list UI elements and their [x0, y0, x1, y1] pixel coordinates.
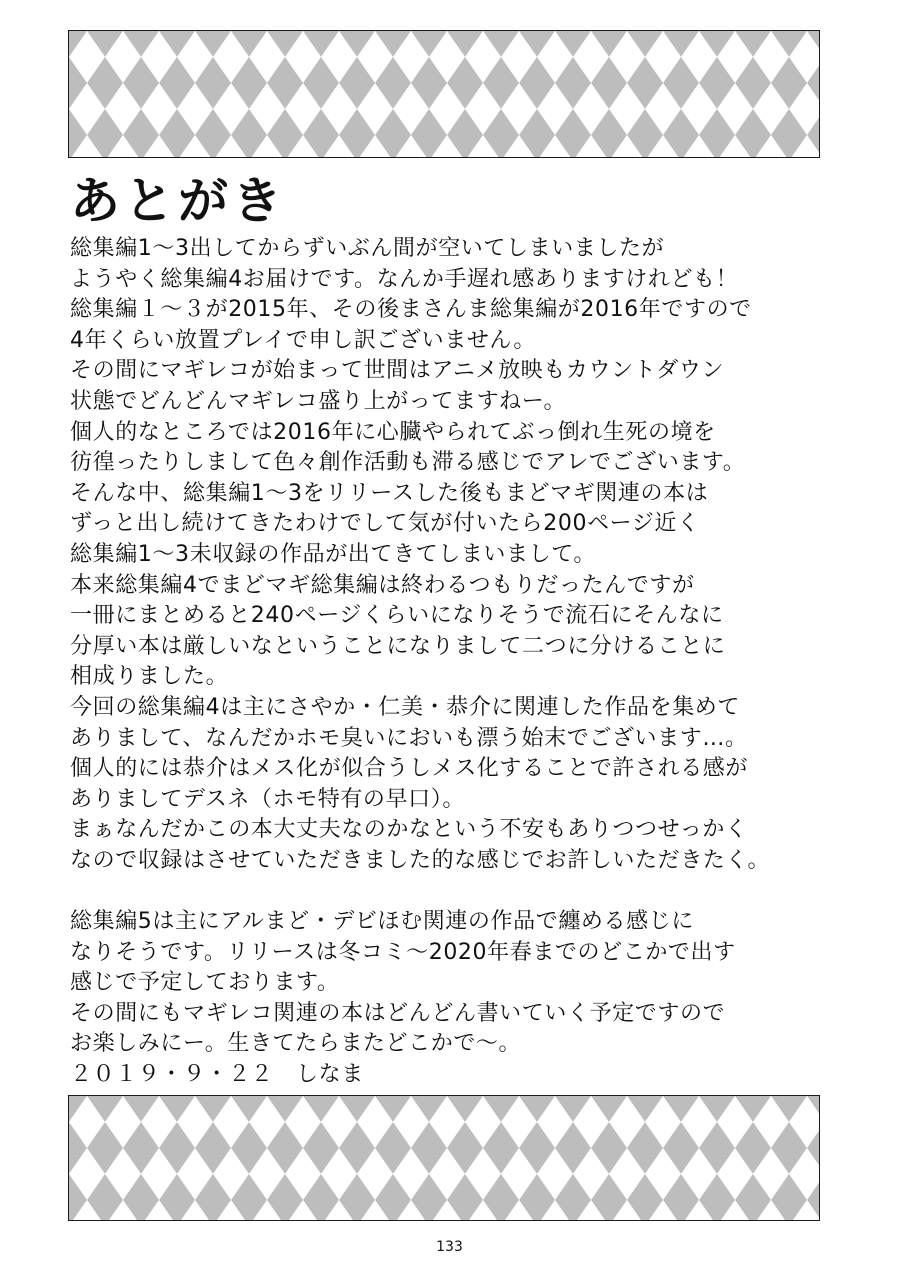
text-line: 総集編1〜3出してからずいぶん間が空いてしまいましたが [70, 236, 665, 261]
text-line: 彷徨ったりしまして色々創作活動も滞る感じでアレでございます。 [70, 450, 746, 476]
text-line: ようやく総集編4お届けです。なんか手遅れ感ありますけれども！ [70, 266, 739, 292]
text-line: まぁなんだかこの本大丈夫なのかなという不安もありつつせっかく [70, 817, 748, 843]
text-line: 状態でどんどんマギレコ盛り上がってますねー。 [70, 388, 567, 414]
diamond-pattern [69, 31, 820, 158]
text-line: 総集編1〜3未収録の作品が出てきてしまいまして。 [70, 541, 596, 567]
text-line: なので収録はさせていただきました的な感じでお許しいただきたく。 [70, 847, 771, 873]
text-line: ありまして、なんだかホモ臭いにおいも漂う始末でございます…。 [70, 725, 748, 751]
text-line: ずっと出し続けてきたわけでして気が付いたら200ページ近く [70, 511, 700, 537]
page-number: 133 [436, 1239, 463, 1255]
text-line: なりそうです。リリースは冬コミ〜2020年春までのどこかで出す [70, 939, 736, 965]
text-line: そんな中、総集編1〜3をリリースした後もまどマギ関連の本は [70, 480, 709, 506]
text-line: お楽しみにー。生きてたらまたどこかで〜。 [70, 1031, 522, 1057]
text-line: ありましてデスネ（ホモ特有の早口）。 [70, 786, 465, 812]
text-line: 本来総集編4でまどマギ総集編は終わるつもりだったんですが [70, 572, 695, 598]
paragraph-spacer [70, 876, 830, 907]
text-line: 今回の総集編4は主にさやか・仁美・恭介に関連した作品を集めて [70, 694, 740, 720]
text-line: 分厚い本は厳しいなということになりまして二つに分けることに [70, 633, 726, 659]
bottom-diamond-pattern-band [68, 1095, 820, 1221]
signature-line: ２０１９・９・２２ しなま [70, 1062, 364, 1088]
text-line: その間にマギレコが始まって世間はアニメ放映もカウントダウン [70, 358, 725, 384]
page-title: あとがき [70, 172, 286, 230]
text-line: 総集編１〜３が2015年、その後まさんま総集編が2016年ですので [70, 297, 752, 323]
paragraph-1 [70, 234, 830, 876]
text-line: 4年くらい放置プレイで申し訳ございません。 [70, 327, 536, 353]
text-line: 個人的には恭介はメス化が似合うしメス化することで許される感が [70, 756, 749, 782]
diamond-pattern [69, 1096, 820, 1221]
paragraph-2 [70, 907, 830, 1060]
text-line: 相成りました。 [70, 664, 229, 690]
text-line: その間にもマギレコ関連の本はどんどん書いていく予定ですので [70, 1000, 726, 1026]
text-line: 個人的なところでは2016年に心臓やられてぶっ倒れ生死の境を [70, 419, 716, 445]
afterword-body [70, 234, 830, 1091]
top-diamond-pattern-band [68, 30, 820, 158]
text-line: 総集編5は主にアルまど・デビほむ関連の作品で纏める感じに [70, 909, 694, 935]
text-line: 感じで予定しております。 [70, 970, 340, 996]
text-line: 一冊にまとめると240ページくらいになりそうで流石にそんなに [70, 603, 724, 629]
